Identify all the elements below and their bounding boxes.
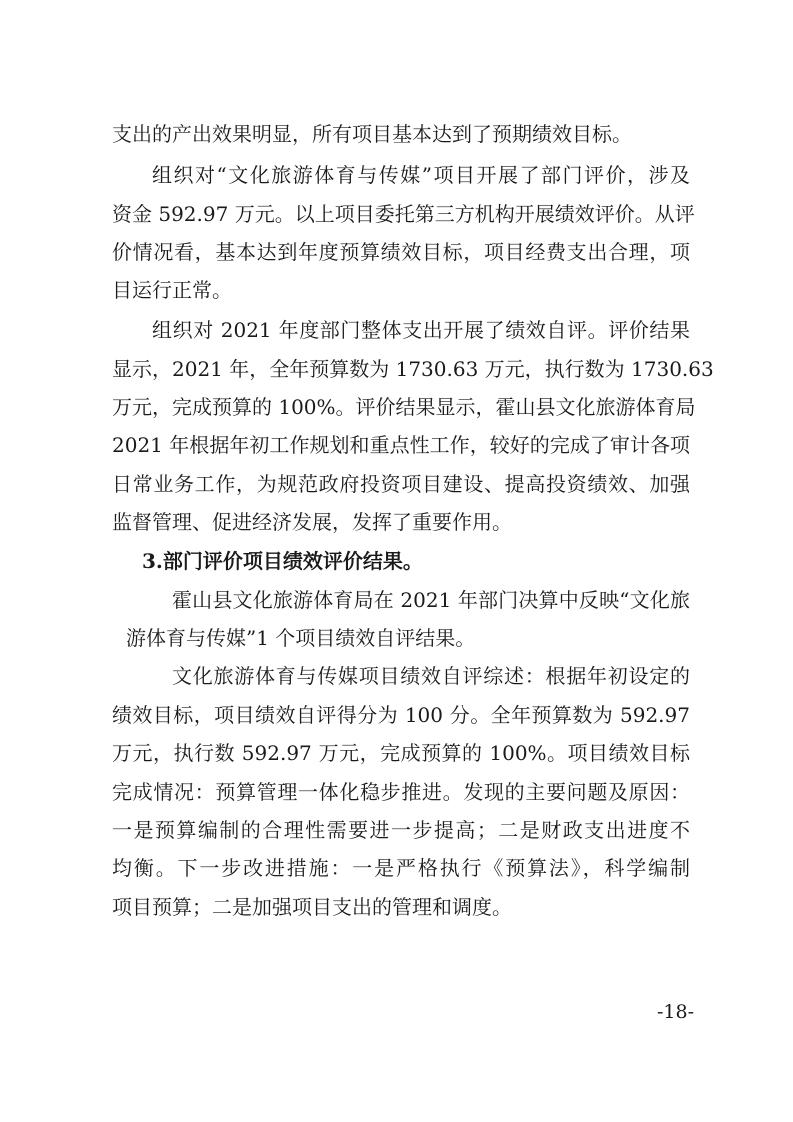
body-text-line: 组织对“文化旅游体育与传媒”项目开展了部门评价，涉及 xyxy=(152,163,690,187)
body-text-line: 资金 592.97 万元。以上项目委托第三方机构开展绩效评价。从评 xyxy=(112,202,695,226)
body-text-line: 支出的产出效果明显，所有项目基本达到了预期绩效目标。 xyxy=(112,122,632,146)
body-text-line: 万元，完成预算的 100%。评价结果显示，霍山县文化旅游体育局 xyxy=(112,395,696,419)
body-text-line: 完成情况：预算管理一体化稳步推进。发现的主要问题及原因： xyxy=(112,780,690,804)
body-text-line: 价情况看，基本达到年度预算绩效目标，项目经费支出合理，项 xyxy=(112,240,690,264)
body-text-line: 一是预算编制的合理性需要进一步提高；二是财政支出进度不 xyxy=(112,818,690,842)
body-text-line: 监督管理、促进经济发展，发挥了重要作用。 xyxy=(112,510,512,534)
body-text-line: 霍山县文化旅游体育局在 2021 年部门决算中反映“文化旅 xyxy=(172,588,690,612)
body-text-line: 组织对 2021 年度部门整体支出开展了绩效自评。评价结果 xyxy=(152,318,690,342)
body-text-line: 显示，2021 年，全年预算数为 1730.63 万元，执行数为 1730.63 xyxy=(112,357,714,381)
body-text-line: 2021 年根据年初工作规划和重点性工作，较好的完成了审计各项 xyxy=(112,433,690,457)
body-text-line: 均衡。下一步改进措施：一是严格执行《预算法》，科学编制 xyxy=(112,856,690,880)
body-text-line: 绩效目标，项目绩效自评得分为 100 分。全年预算数为 592.97 xyxy=(112,703,690,727)
body-text-line: 万元，执行数 592.97 万元，完成预算的 100%。项目绩效目标 xyxy=(112,741,690,765)
section-heading: 3.部门评价项目绩效评价结果。 xyxy=(142,549,423,573)
body-text-line: 日常业务工作，为规范政府投资项目建设、提高投资绩效、加强 xyxy=(112,472,690,496)
body-text-line: 游体育与传媒”1 个项目绩效自评结果。 xyxy=(126,626,476,650)
body-text-line: 文化旅游体育与传媒项目绩效自评综述：根据年初设定的 xyxy=(172,664,690,688)
body-text-line: 目运行正常。 xyxy=(112,278,232,302)
body-text-line: 项目预算；二是加强项目支出的管理和调度。 xyxy=(112,895,512,919)
page-number: -18- xyxy=(656,1001,694,1023)
